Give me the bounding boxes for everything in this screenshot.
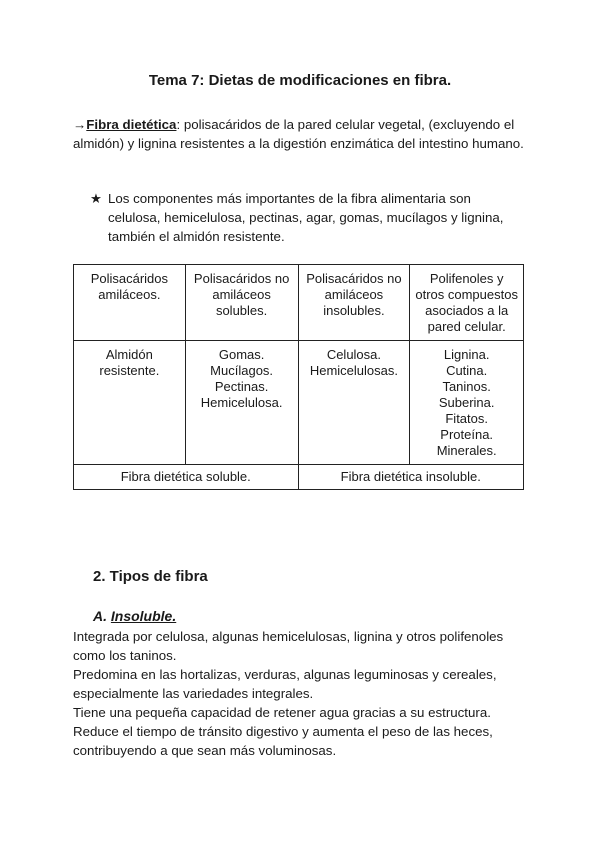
subsection-body bbox=[73, 627, 533, 760]
bullet-text: Los componentes más importantes de la fibra alimentaria son celulosa, hemicelulosa, pectinas, agar, gomas, mucílagos y lignina, también el almidón resistente. bbox=[108, 191, 504, 244]
cell-line: Cutina. bbox=[446, 363, 488, 378]
content-cell bbox=[410, 341, 524, 465]
cell-line: Pectinas. bbox=[214, 379, 269, 394]
section-heading: 2. Tipos de fibra bbox=[93, 568, 208, 585]
header-cell: Polisacáridos no amiláceos solubles. bbox=[185, 265, 298, 341]
cell-line: Lignina. bbox=[443, 347, 490, 362]
cell-line: Fitatos. bbox=[445, 411, 488, 426]
table-content-row bbox=[74, 341, 524, 465]
header-cell: Polisacáridos no amiláceos insolubles. bbox=[298, 265, 410, 341]
cell-line: resistente. bbox=[99, 363, 160, 378]
content-cell bbox=[185, 341, 298, 465]
cell-line: Proteína. bbox=[440, 427, 494, 442]
cell-line: Minerales. bbox=[436, 443, 497, 458]
body-paragraph: Integrada por celulosa, algunas hemicelulosas, lignina y otros polifenoles como los taninos. bbox=[73, 629, 504, 663]
header-cell: Polifenoles y otros compuestos asociados a la pared celular. bbox=[410, 265, 524, 341]
subsection-heading bbox=[93, 607, 176, 626]
cell-line: Hemicelulosas. bbox=[309, 363, 398, 378]
cell-line: Almidón bbox=[105, 347, 153, 362]
subsection-name: Insoluble. bbox=[110, 608, 177, 624]
cell-line: Hemicelulosa. bbox=[200, 395, 283, 410]
table-header-row bbox=[74, 265, 524, 341]
cell-line: Mucílagos. bbox=[210, 363, 274, 378]
content-cell bbox=[74, 341, 186, 465]
body-paragraph: Reduce el tiempo de tránsito digestivo y aumenta el peso de las heces, contribuyendo a que sean más voluminosas. bbox=[73, 724, 493, 758]
content-cell bbox=[298, 341, 410, 465]
star-icon: ★ bbox=[90, 191, 102, 206]
cell-line: Celulosa. bbox=[326, 347, 382, 362]
arrow-icon: → bbox=[73, 117, 87, 132]
definition-text: : polisacáridos de la pared celular vegetal, (excluyendo el almidón) y lignina resistentes a la digestión enzimática del intestino humano. bbox=[73, 117, 524, 151]
header-cell: Polisacáridos amiláceos. bbox=[74, 265, 186, 341]
cell-line: Suberina. bbox=[438, 395, 495, 410]
body-paragraph: Predomina en las hortalizas, verduras, algunas leguminosas y cereales, especialmente las variedades integrales. bbox=[73, 667, 497, 701]
body-paragraph: Tiene una pequeña capacidad de retener agua gracias a su estructura. bbox=[73, 705, 491, 720]
soluble-fiber-cell: Fibra dietética soluble. bbox=[74, 465, 299, 490]
cell-line: Gomas. bbox=[218, 347, 265, 362]
intro-paragraph bbox=[73, 115, 533, 153]
fibra-dietetica-term: Fibra dietética bbox=[86, 117, 177, 132]
page-title: Tema 7: Dietas de modificaciones en fibra. bbox=[148, 72, 452, 89]
cell-line: Taninos. bbox=[442, 379, 491, 394]
insoluble-fiber-cell: Fibra dietética insoluble. bbox=[298, 465, 524, 490]
fiber-classification-table bbox=[73, 264, 524, 490]
subsection-letter: A. bbox=[93, 608, 107, 624]
table-summary-row bbox=[74, 465, 524, 490]
